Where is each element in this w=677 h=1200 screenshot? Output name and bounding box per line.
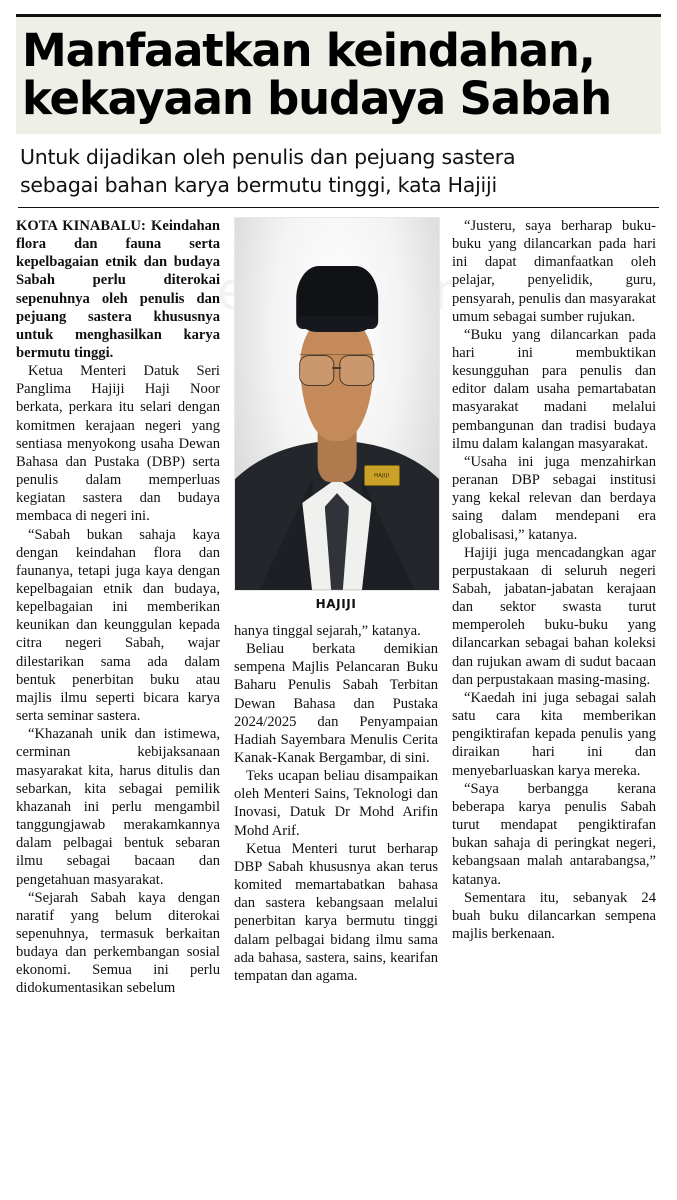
body-paragraph: “Sabah bukan sahaja kaya dengan keindahan flora dan faunanya, tetapi juga kaya dengan kepelbagaian etnik dan budaya, kepelbagaian ini memberikan keunikan dan keunggulan kepada citra negeri Sabah, wajar dilestarikan sama ada dalam bentuk penerbitan buku atau majlis ilmu seperti bicara karya serta seminar sastera. xyxy=(16,526,220,725)
glasses-icon xyxy=(299,354,374,385)
standfirst xyxy=(20,144,657,199)
body-paragraph: Teks ucapan beliau disampaikan oleh Menteri Sains, Teknologi dan Inovasi, Datuk Dr Mohd Arifin Mohd Arif. xyxy=(234,768,438,839)
songkok-hat xyxy=(296,266,378,329)
headline-line-1: Manfaatkan keindahan, xyxy=(22,24,595,77)
body-paragraph: hanya tinggal sejarah,” katanya. xyxy=(234,622,421,639)
column-right xyxy=(452,217,656,943)
headline-block xyxy=(16,14,661,134)
body-paragraph: “Buku yang dilancarkan pada hari ini membuktikan kesungguhan para penulis dan editor dalam usaha pemartabatan masyarakat madani melalui pembangunan dan tradisi budaya ilmu dalam kalangan masyarakat. xyxy=(452,326,656,452)
body-paragraph: Ketua Menteri turut berharap DBP Sabah khususnya akan terus komited memartabatkan bahasa dan sastera kebangsaan melalui penerbitan karya bermutu tinggi dalam pelbagai bidang ilmu sama ada bahasa, sastera, sains, kearifan tempatan dan agama. xyxy=(234,840,438,984)
body-paragraph: “Usaha ini juga menzahirkan peranan DBP sebagai institusi yang kekal relevan dan berdaya saing dalam mendepani era globalisasi,” katanya. xyxy=(452,453,656,543)
page-title xyxy=(22,24,655,125)
standfirst-line-2: sebagai bahan karya bermutu tinggi, kata Hajiji xyxy=(20,172,497,197)
body-paragraph: Hajiji juga mencadangkan agar perpustakaan di seluruh negeri Sabah, jabatan-jabatan kerajaan dan sektor swasta turut memperoleh buku-buku yang dilancarkan sebagai bahan koleksi dan rujukan awam di sudut bacaan dan perpustakaan masing-masing. xyxy=(452,544,656,688)
name-badge: HAJIJI xyxy=(364,465,401,486)
body-paragraph: “Khazanah unik dan istimewa, cerminan kebijaksanaan masyarakat kita, harus ditulis dan sebarkan, kita sebagai pemilik khazanah ini perlu mengambil tanggungjawab merakamkannya dalam pelbagai bentuk sebaran ilmu sebagai bacaan dan pengetahuan masyarakat. xyxy=(16,726,220,888)
glasses-lens-right xyxy=(340,355,375,387)
photo-caption: HAJIJI xyxy=(315,596,357,611)
body-paragraph: “Justeru, saya berharap buku-buku yang dilancarkan pada hari ini dapat dimanfaatkan oleh pelajar, penyelidik, guru, pensyarah, penulis dan masyarakat umum sebagai sumber rujukan. xyxy=(452,217,656,325)
headline-line-2: kekayaan budaya Sabah xyxy=(22,71,611,125)
column-middle xyxy=(234,217,438,985)
header-divider xyxy=(18,207,659,208)
lead-text: Keindahan flora dan fauna serta kepelbagaian etnik dan budaya Sabah perlu diterokai sepenuhnya oleh penulis dan pejuang sastera khususnya untuk menghasilkan karya bermutu tinggi. xyxy=(16,217,220,361)
article-columns xyxy=(16,217,661,1117)
body-paragraph: Beliau berkata demikian sempena Majlis Pelancaran Buku Baharu Penulis Sabah Terbitan Dewan Bahasa dan Pustaka 2024/2025 dan Penyampaian Hadiah Sayembara Menulis Cerita Kanak-Kanak Bergambar, di sini. xyxy=(234,641,438,766)
body-paragraph: “Kaedah ini juga sebagai salah satu cara kita memberikan pengiktirafan kepada penulis yang diraikan hari ini dan menyebarluaskan karya mereka. xyxy=(452,689,656,779)
body-paragraph: “Saya berbangga kerana beberapa karya penulis Sabah turut mendapat pengiktirafan bukan sahaja di peringkat negeri, kebangsaan malah antarabangsa,” katanya. xyxy=(452,780,656,888)
column-left xyxy=(16,217,220,998)
dateline: KOTA KINABALU: xyxy=(16,217,146,234)
body-paragraph: “Sejarah Sabah kaya dengan naratif yang belum diterokai sepenuhnya, termasuk berkaitan budaya dan perkembangan sosial ekonomi. Semua ini perlu didokumentasikan sebelum xyxy=(16,889,220,997)
article-photo xyxy=(234,217,438,618)
standfirst-line-1: Untuk dijadikan oleh penulis dan pejuang sastera xyxy=(20,145,516,170)
body-paragraph: Sementara itu, sebanyak 24 buah buku dilancarkan sempena majlis berkenaan. xyxy=(452,889,656,942)
body-paragraph: Ketua Menteri Datuk Seri Panglima Hajiji Haji Noor berkata, perkara itu selari dengan komitmen kerajaan negeri yang sentiasa menyokong usaha Dewan Bahasa dan Pustaka (DBP) serta penulis dalam memperluas kegiatan sastera dan budaya membaca di negeri ini. xyxy=(16,363,220,525)
glasses-lens-left xyxy=(299,355,334,387)
portrait-image xyxy=(234,217,440,591)
lead-paragraph xyxy=(16,217,220,362)
